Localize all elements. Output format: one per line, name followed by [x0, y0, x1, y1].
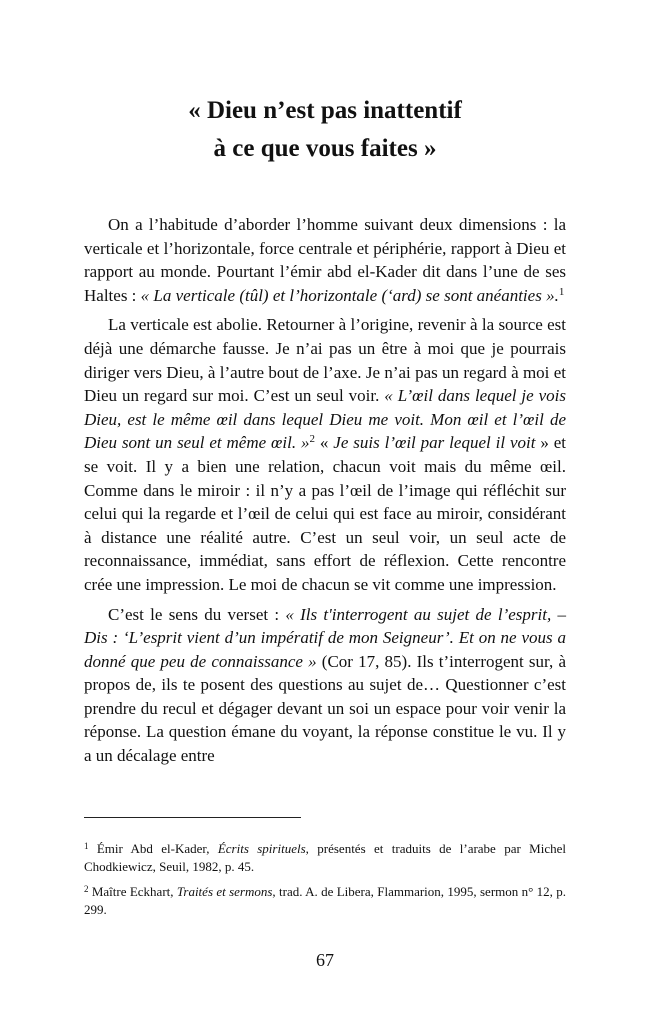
footnote-1-after: , présentés et traduits de l’arabe par Michel Chodkiewicz, Seuil, 1982, p. 45.	[84, 841, 566, 874]
paragraph-3	[84, 603, 566, 768]
chapter-title-line-2: à ce que vous faites »	[213, 135, 437, 162]
chapter-title-line-1: « Dieu n’est pas inattentif	[188, 97, 462, 124]
paragraph-2-text-2: «	[314, 433, 334, 453]
footnote-1-number: 1	[84, 841, 89, 851]
paragraph-1	[84, 213, 566, 307]
paragraph-2	[84, 313, 566, 596]
footnote-ref-1[interactable]: 1	[558, 285, 565, 298]
paragraph-2-text-1: La verticale est abolie. Retourner à l’origine, revenir à la source est déjà une démarche fausse. Je n’ai pas un être à moi que je pourrais diriger vers Dieu, à l’autre bout de l’axe. Je n’ai pas un regard à moi et Dieu un regard sur moi. C’est un seul voir.	[84, 315, 566, 406]
footnote-ref-2[interactable]: 2	[309, 433, 315, 446]
paragraph-1-quote: « La verticale (tûl) et l’horizontale (‘ard) se sont anéanties ».	[140, 285, 559, 305]
page	[84, 0, 566, 774]
footnote-1	[84, 840, 566, 875]
paragraph-2-quote-1: « L’œil dans lequel je vois Dieu, est le même œil dans lequel Dieu me voit. Mon œil et l’œil de Dieu sont un seul et même œil. »	[84, 386, 566, 453]
body-text	[84, 213, 566, 768]
footnote-2	[84, 883, 566, 918]
footnote-1-work: Écrits spirituels	[217, 841, 306, 856]
footnote-2-work: Traités et sermons	[176, 884, 273, 899]
paragraph-1-text: On a l’habitude d’aborder l’homme suivant deux dimensions : la verticale et l’horizontale, force centrale et périphérie, rapport à Dieu et rapport au monde. Pourtant l’émir abd el-Kader dit dans l’une de ses Haltes :	[84, 215, 566, 305]
paragraph-3-quote: « Ils t'interrogent au sujet de l’esprit, – Dis : ‘L’esprit vient d’un impératif de mon Seigneur’. Et on ne vous a donné que peu de connaissance »	[84, 604, 566, 671]
footnote-2-number: 2	[84, 884, 89, 894]
paragraph-3-text-1: C’est le sens du verset :	[108, 604, 286, 624]
footnote-2-after: , trad. A. de Libera, Flammarion, 1995, sermon n° 12, p. 299.	[84, 884, 567, 917]
footnotes	[84, 840, 566, 926]
paragraph-2-quote-2: Je suis l’œil par lequel il voit	[333, 433, 536, 453]
footnote-divider	[84, 817, 301, 818]
chapter-title	[84, 92, 566, 168]
page-number: 67	[316, 950, 334, 970]
paragraph-3-text-2: (Cor 17, 85). Ils t’interrogent sur, à propos de, ils te posent des questions au sujet de… Questionner c’est prendre du recul et dégager devant un soi un espace pour voir venir la réponse. La question émane du voyant, la réponse constitue le vu. Il y a un décalage entre	[84, 651, 566, 766]
footnote-2-before: Maître Eckhart,	[88, 884, 177, 899]
footnote-1-before: Émir Abd el-Kader,	[88, 841, 218, 856]
paragraph-2-text-3: » et se voit. Il y a bien une relation, chacun voit mais du même œil. Comme dans le miroir : il n’y a pas l’œil de l’image qui réfléchit sur celui qui la regarde et l’œil de celui qui est face au miroir, considérant à distance une réalité autre. C’est un seul voir, un seul acte de reconnaissance, immédiat, sans effort de réflexion. Cette rencontre crée une impression. Le moi de chacun se vit comme une impression.	[84, 433, 567, 594]
